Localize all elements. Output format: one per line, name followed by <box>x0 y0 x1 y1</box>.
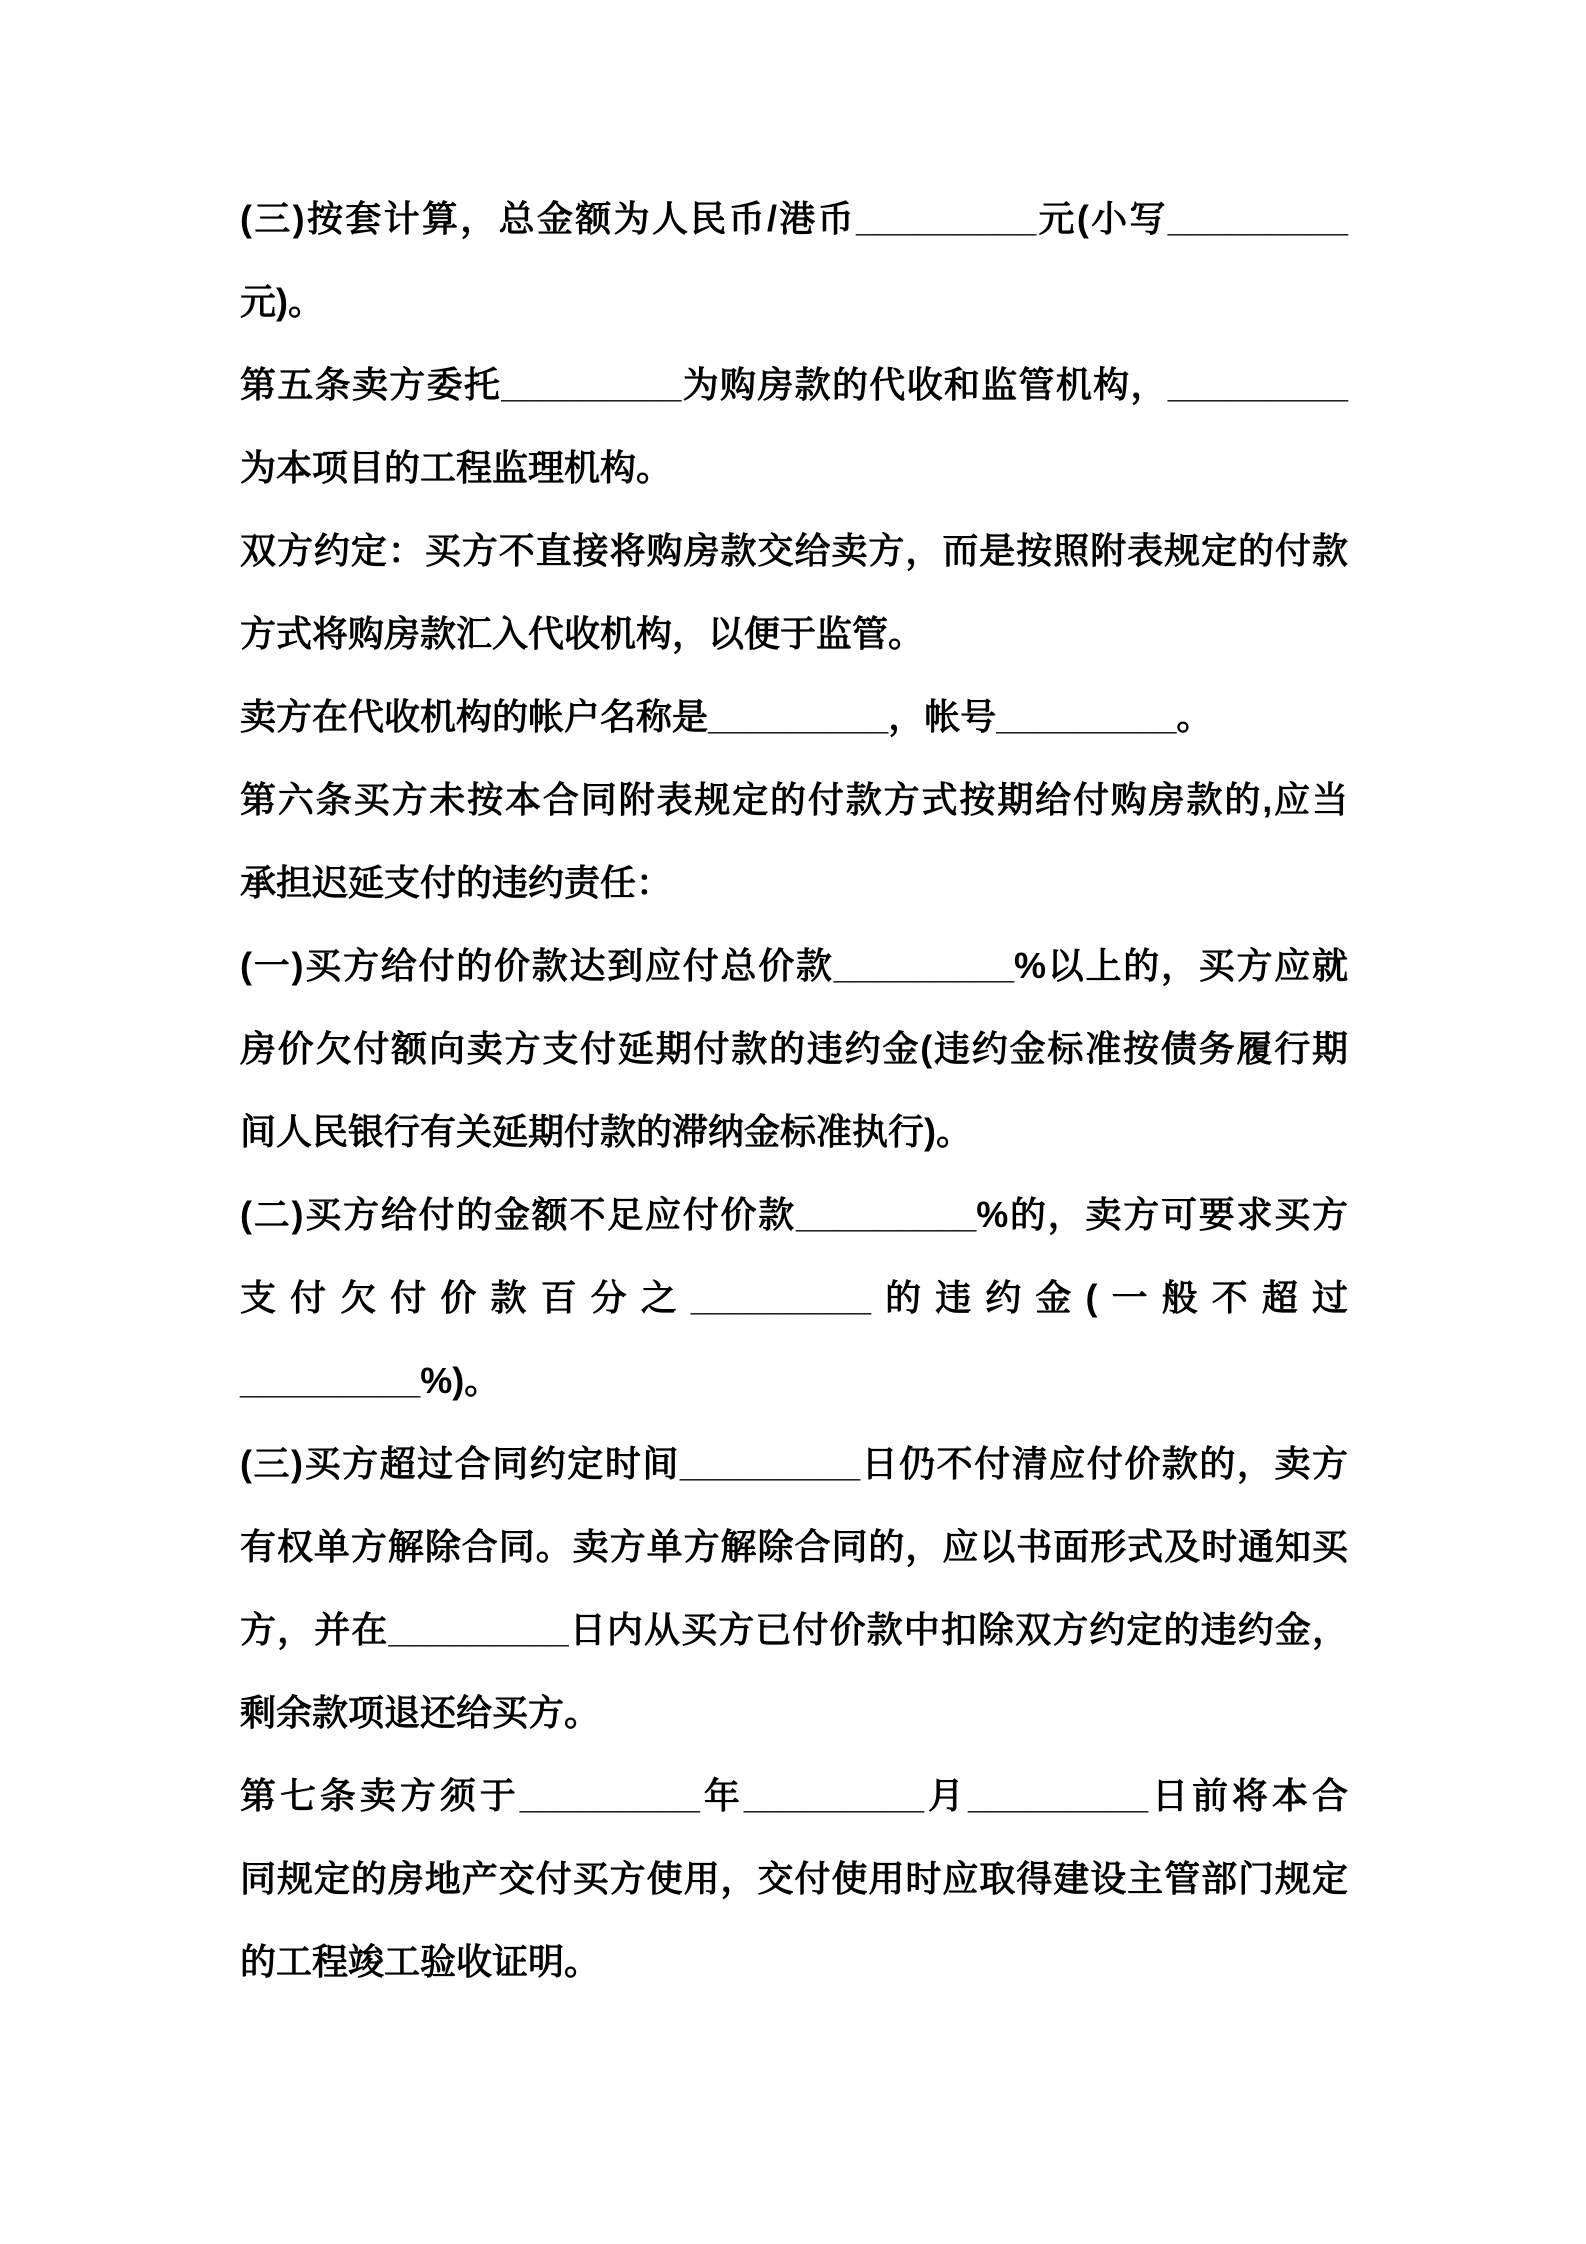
document-line: 承担迟延支付的违约责任： <box>240 862 673 903</box>
document-line: 有权单方解除合同。卖方单方解除合同的，应以书面形式及时通知买 <box>240 1526 1348 1567</box>
document-line: 同规定的房地产交付买方使用，交付使用时应取得建设主管部门规定 <box>240 1858 1348 1899</box>
document-line: (二)买方给付的金额不足应付价款_________%的，卖方可要求买方 <box>240 1194 1348 1235</box>
document-line: (三)按套计算，总金额为人民币/港币_________元(小写_________ <box>240 198 1348 239</box>
document-line: 第七条卖方须于_________年_________月_________日前将本合 <box>240 1775 1348 1816</box>
document-line: 方式将购房款汇入代收机构，以便于监管。 <box>240 613 925 654</box>
document-line: 的工程竣工验收证明。 <box>240 1941 601 1982</box>
document-line: 双方约定：买方不直接将购房款交给卖方，而是按照附表规定的付款 <box>240 530 1348 571</box>
document-line: (一)买方给付的价款达到应付总价款_________%以上的，买方应就 <box>240 945 1348 986</box>
document-line: 卖方在代收机构的帐户名称是_________，帐号_________。 <box>240 696 1213 737</box>
document-line: 房价欠付额向卖方支付延期付款的违约金(违约金标准按债务履行期 <box>240 1028 1348 1069</box>
document-line: 方，并在_________日内从买方已付价款中扣除双方约定的违约金， <box>240 1609 1348 1650</box>
document-line: 间人民银行有关延期付款的滞纳金标准执行)。 <box>240 1111 972 1152</box>
document-line: 剩余款项退还给买方。 <box>240 1692 601 1733</box>
document-line: (三)买方超过合同约定时间_________日仍不付清应付价款的，卖方 <box>240 1443 1348 1484</box>
document-line: 第五条卖方委托_________为购房款的代收和监管机构，_________ <box>240 364 1348 405</box>
document-line: 第六条买方未按本合同附表规定的付款方式按期给付购房款的,应当 <box>240 779 1348 820</box>
document-line: 元)。 <box>240 281 324 322</box>
contract-text-block <box>240 177 1348 2003</box>
document-line: 支付欠付价款百分之_________的违约金(一般不超过 <box>240 1277 1348 1318</box>
document-line: _________%)。 <box>240 1360 501 1401</box>
document-line: 为本项目的工程监理机构。 <box>240 447 673 488</box>
